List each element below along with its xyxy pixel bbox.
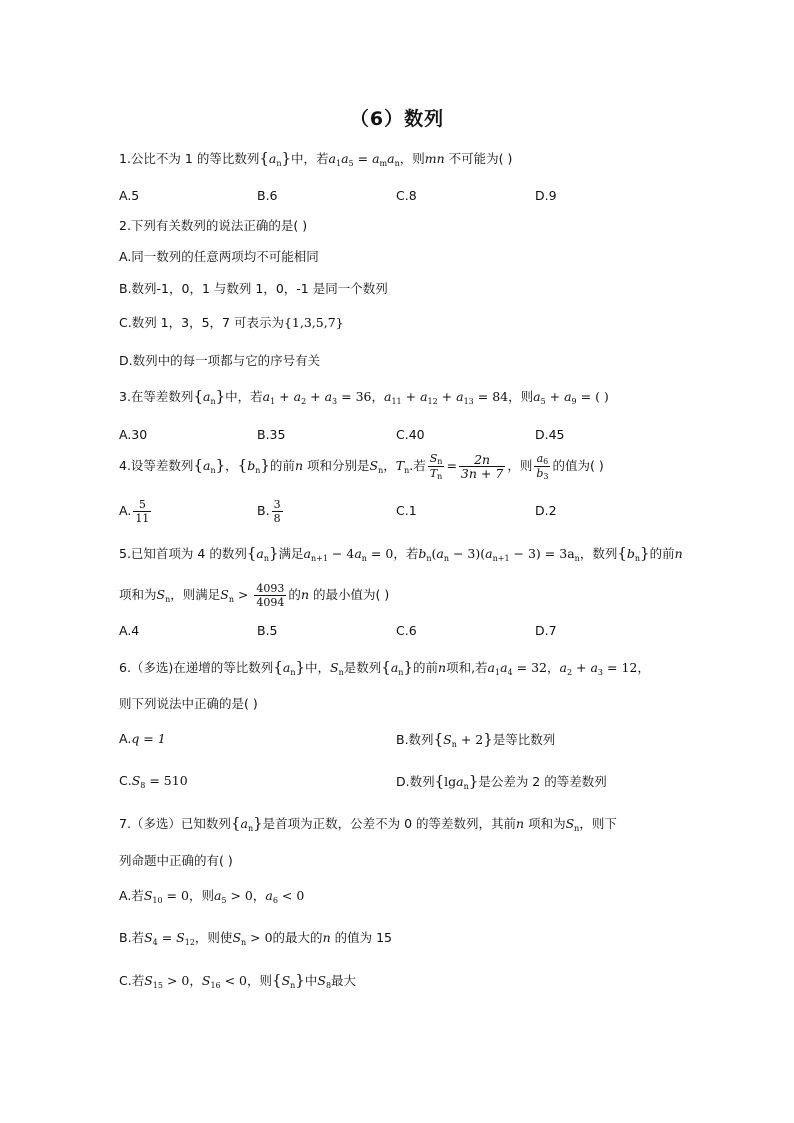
question-7-stem-line1: 7.（多选）已知数列$\{a_n\}$是首项为正数，公差不为 0 的等差数列，其前n 项和为$S_n$，则下 (119, 814, 617, 833)
option-b: B.5 (257, 623, 278, 638)
page-title: （6）数列 (349, 108, 445, 130)
option-d: D.45 (535, 427, 565, 442)
question-2-option-b: B.数列-1，0，1 与数列 1，0，-1 是同一个数列 (119, 281, 388, 296)
option-a: A.4 (119, 623, 140, 638)
question-2-option-a: A.同一数列的任意两项均不可能相同 (119, 249, 319, 264)
option-d: D.7 (535, 623, 557, 638)
ratio-a6-b3: $\frac{a6}{b3}$ (536, 452, 549, 481)
option-c: C.40 (396, 427, 425, 442)
question-7-option-b: B.若$S_4 = S_{12}$，则使$S_n > 0$的最大的n 的值为 15 (119, 930, 392, 947)
question-2-option-c: C.数列 1，3，5，7 可表示为{1,3,5,7} (119, 315, 344, 330)
question-1-stem: 1.公比不为 1 的等比数列$\{a_n\}$中，若$a_1a_5 = a_ma_n$，则mn 不可能为( ) (119, 149, 513, 168)
question-6-option-c: $C.S_8 = 510$ (119, 773, 188, 790)
option-b: B.35 (257, 427, 286, 442)
question-3-stem: 3.在等差数列$\{a_n\}$中，若$a_1 + a_2 + a_3 = 36$，$a_{11} + a_{12} + a_{13} = 84$，则$a_5 + a_9$ = ( ) (119, 387, 609, 406)
question-2-option-d: D.数列中的每一项都与它的序号有关 (119, 353, 321, 368)
question-6-stem-line1: 6.（多选)在递增的等比数列$\{a_n\}$中，$S_n$是数列$\{a_n\}$的前n项和,若$a_1a_4 = 32$，$a_2 + a_3 = 12$， (119, 658, 650, 677)
question-7-option-a: A.若$S_{10} = 0$，则$a_5 > 0$，$a_6 < 0$ (119, 888, 305, 905)
option-c: C.6 (396, 623, 417, 638)
option-d: D.9 (535, 188, 557, 203)
question-2-stem: 2.下列有关数列的说法正确的是( ) (119, 218, 308, 233)
option-a: A.5 (119, 188, 140, 203)
option-b: B. $\frac{3}{8}$ (257, 498, 281, 525)
fraction-4093-over-4094: $\frac{4093}{4094}$ (256, 582, 285, 609)
option-c: C.1 (396, 503, 417, 518)
question-7-stem-line2: 列命题中正确的有( ) (119, 853, 233, 868)
option-a: A.30 (119, 427, 148, 442)
question-4-stem: 4.设等差数列$\{a_n\}$，$\{b_n\}$的前n 项和分别是$S_n$，$T_n$.若 $\frac{Sn}{Tn}$ = $\frac{2n}{3n + 7}$ ，则 $\frac{a6}{b3}$ 的值为( ) (119, 452, 604, 481)
option-b: B.6 (257, 188, 278, 203)
fraction-2n-over-3n7: $\frac{2n}{3n + 7}$ (460, 452, 504, 481)
option-d: D.2 (535, 503, 557, 518)
question-6-option-b: B.数列$\{S_n + 2\}$是等比数列 (396, 730, 556, 749)
question-6-option-d: D.数列{lga$_n$}是公差为 2 的等差数列 (396, 772, 607, 791)
ratio-sn-tn: $\frac{Sn}{Tn}$ (429, 452, 443, 481)
question-6-stem-line2: 则下列说法中正确的是( ) (119, 696, 258, 711)
question-5-stem-line1: 5.已知首项为 4 的数列$\{a_n\}$满足$a_{n+1} - 4a_n = 0$，若$b_n(a_n - 3)(a_{n+1} - 3) = 3a_n$，数列$\{b_n\}$的前n (119, 544, 683, 563)
question-6-option-a: A.q = 1 (119, 731, 166, 746)
question-7-option-c: C.若$S_{15} > 0$，$S_{16} < 0$，则$\{S_n\}$中$S_8$最大 (119, 971, 357, 990)
question-5-stem-line2: 项和为$S_n$，则满足$S_n$ > $\frac{4093}{4094}$ 的n 的最小值为( ) (119, 582, 390, 609)
option-c: C.8 (396, 188, 417, 203)
option-a: A. $\frac{5}{11}$ (119, 498, 150, 525)
